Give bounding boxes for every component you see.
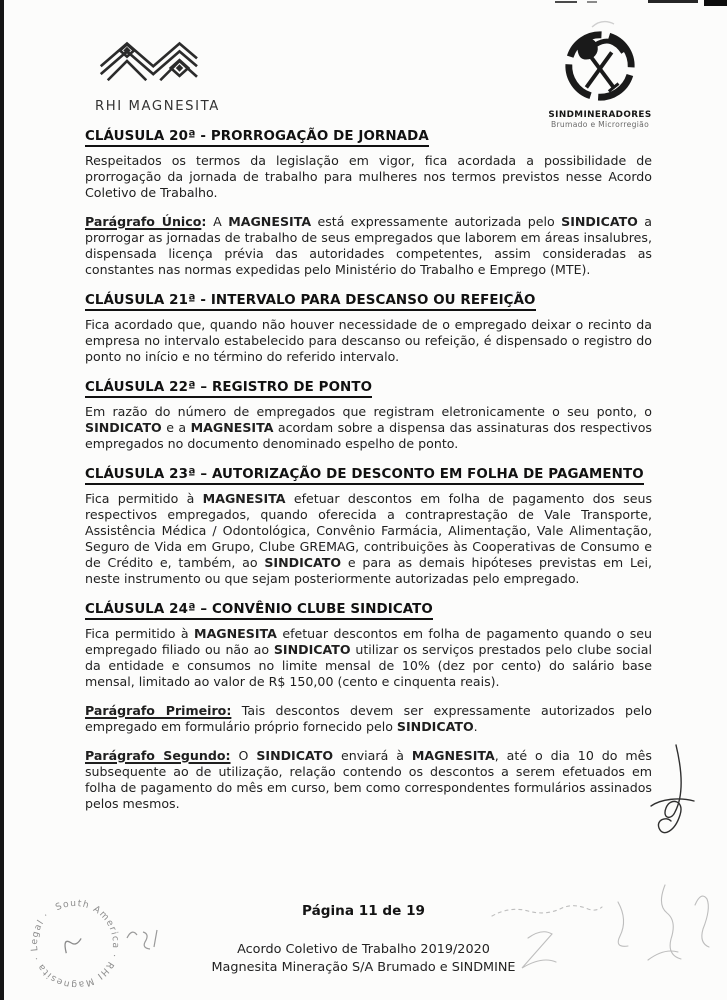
text-segment: a prorrogar as jornadas de trabalho de seus empregados que laborem em áreas insalubres, dispensada licença prévia das autoridades competentes, assim consideradas as constantes nas normas expedidas pelo Ministério do Trabalho e Emprego (MTE). — [85, 214, 652, 277]
text-segment: Fica permitido à — [85, 626, 195, 641]
text-segment: enviará à — [333, 748, 412, 763]
text-segment: Tais descontos devem ser expressamente autorizados pelo empregado em formulário próprio fornecido pelo — [85, 703, 652, 734]
text-segment: Respeitados os termos da legislação em vigor, fica acordada a possibilidade de prorrogação da jornada de trabalho para mulheres nos termos previstos nesse Acordo Coletivo de Trabalho. — [85, 153, 652, 200]
text-segment: Parágrafo Único — [85, 214, 202, 229]
clause-20-paragraph — [85, 153, 652, 201]
text-segment: e para as demais hipóteses previstas em Lei, neste instrumento ou que sejam posteriormente autorizadas pelo empregado. — [85, 555, 652, 586]
text-segment: está expressamente autorizada pelo — [311, 214, 562, 229]
clause-23-paragraph — [85, 491, 652, 587]
union-logo-subtitle: Brumado e Microrregião — [550, 120, 650, 129]
rhi-magnesita-logo-icon — [95, 33, 201, 89]
footer-doc-title: Acordo Coletivo de Trabalho 2019/2020 — [237, 942, 490, 957]
text-segment: SINDICATO — [256, 748, 334, 763]
signature-rubric-icon — [651, 745, 694, 833]
company-logo-label: RHI MAGNESITA — [95, 99, 220, 114]
clause-21-heading: CLÁUSULA 21ª - INTERVALO PARA DESCANSO OU REFEIÇÃO — [85, 293, 652, 309]
stamp-text: South America · RHI Magnesita · Legal · — [28, 897, 122, 991]
text-segment: MAGNESITA — [411, 748, 495, 763]
text-segment: e a — [161, 420, 191, 435]
clause-20-paragrafo-unico — [85, 214, 652, 278]
clause-22-heading: CLÁUSULA 22ª – REGISTRO DE PONTO — [85, 380, 652, 396]
text-segment: . — [473, 719, 478, 734]
company-logo-block — [95, 33, 225, 114]
text-segment: , até o dia 10 do mês subsequente ao de utilização, relação contendo os descontos a serem efetuados em folha de pagamento do mês em curso, bem como correspondentes formulários assinados pelos mesmos. — [85, 748, 652, 811]
text-segment: SINDICATO — [85, 420, 162, 435]
text-segment: Parágrafo Primeiro: — [85, 703, 232, 718]
sindmineradores-logo-icon — [561, 27, 639, 105]
text-segment: efetuar descontos em folha de pagamento dos seus respectivos empregados, quando oferecida a contraprestação de Vale Transporte, Assistência Médica / Odontológica, Convênio Farmácia, Alimentação, Vale Alimentação, Seguro de Vida em Grupo, Clube GREMAG, contribuições às Cooperativas de Consumo e de Crédito e, também, ao — [85, 491, 653, 570]
text-segment: MAGNESITA — [202, 491, 286, 506]
document-body — [85, 129, 652, 825]
text-segment: acordam sobre a dispensa das assinaturas dos respectivos empregados no documento denominado espelho de ponto. — [85, 420, 652, 451]
text-segment: MAGNESITA — [190, 420, 274, 435]
text-segment: Fica acordado que, quando não houver necessidade de o empregado deixar o recinto da empresa no intervalo estabelecido para descanso ou refeição, é dispensado o registro do ponto no início e no término do referido intervalo. — [85, 317, 652, 364]
document-footer — [0, 941, 727, 977]
text-segment: efetuar descontos em folha de pagamento quando o seu empregado filiado ou não ao — [85, 626, 653, 657]
text-segment: SINDICATO — [561, 214, 638, 229]
text-segment: utilizar os serviços prestados pelo clube social da entidade e consumos no limite mensal de 10% (dez por cento) do salário base mensal, limitado ao valor de R$ 150,00 (cento e cinquenta reais). — [85, 642, 652, 689]
clause-24-heading: CLÁUSULA 24ª – CONVÊNIO CLUBE SINDICATO — [85, 602, 652, 618]
union-logo-title: SINDMINERADORES — [548, 110, 652, 120]
clause-24-paragrafo-segundo — [85, 748, 652, 812]
text-segment: MAGNESITA — [228, 214, 312, 229]
clause-24-paragraph — [85, 626, 652, 690]
clause-20-heading: CLÁUSULA 20ª - PRORROGAÇÃO DE JORNADA — [85, 129, 652, 145]
text-segment: O — [230, 748, 257, 763]
clause-21-paragraph — [85, 317, 652, 365]
clause-23-heading: CLÁUSULA 23ª – AUTORIZAÇÃO DE DESCONTO EM FOLHA DE PAGAMENTO — [85, 467, 652, 483]
text-segment: Parágrafo Segundo: — [85, 748, 231, 763]
text-segment: Em razão do número de empregados que registram eletronicamente o seu ponto, o — [85, 404, 652, 419]
clause-22-paragraph — [85, 404, 652, 452]
text-segment: : — [201, 214, 214, 229]
text-segment: SINDICATO — [264, 555, 342, 570]
text-segment: Fica permitido à — [85, 491, 203, 506]
clause-24-paragrafo-primeiro — [85, 703, 652, 735]
text-segment: SINDICATO — [396, 719, 474, 734]
page-number: Página 11 de 19 — [302, 903, 425, 919]
union-logo-block — [537, 27, 663, 129]
scan-edge-strip — [0, 0, 4, 1000]
text-segment: MAGNESITA — [194, 626, 277, 641]
text-segment: SINDICATO — [273, 642, 351, 657]
footer-doc-parties: Magnesita Mineração S/A Brumado e SINDMINE — [211, 960, 516, 975]
text-segment: A — [213, 214, 229, 229]
scan-top-artifacts — [555, 0, 727, 27]
